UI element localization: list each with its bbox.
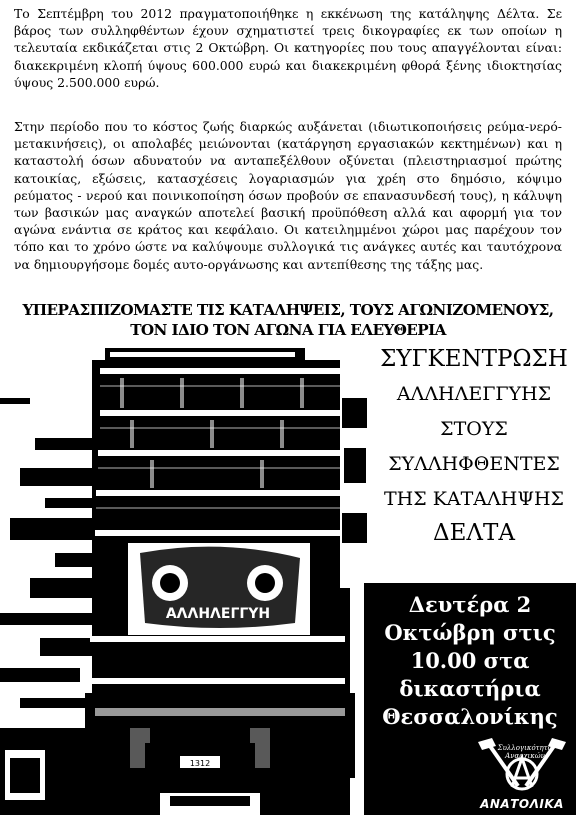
event-location-line-1: δικαστήρια: [399, 676, 541, 701]
event-time-line: 10.00 στα: [410, 648, 530, 673]
building-number: 1312: [189, 759, 211, 768]
banner-text: ΑΛΛΗΛΕΓΓΥΗ: [165, 606, 271, 622]
event-title-line-2: ΑΛΛΗΛΕΓΓΥΗΣ: [396, 383, 552, 405]
event-title-line-6: ΔΕΛΤΑ: [433, 520, 515, 546]
event-title-line-4: ΣΥΛΛΗΦΘΕΝΤΕΣ: [388, 453, 560, 475]
event-title-line-3: ΣΤΟΥΣ: [440, 418, 508, 440]
event-date-line-2: Οκτώβρη στις: [384, 620, 556, 645]
logo-bottom-text: ΑΝΑΤΟΛΙΚΑ: [480, 797, 564, 811]
event-title-line-5: ΤΗΣ ΚΑΤΑΛΗΨΗΣ: [384, 488, 564, 510]
event-title-line-1: ΣΥΓΚΕΝΤΡΩΣΗ: [380, 346, 568, 372]
logo-top-text: Συλλογικότητα Αναρχικών: [497, 744, 553, 760]
event-location-line-2: Θεσσαλονίκης: [382, 704, 558, 729]
slogan-line-2: ΤΟΝ ΙΔΙΟ ΤΟΝ ΑΓΩΝΑ ΓΙΑ ΕΛΕΥΘΕΡΙΑ: [130, 321, 446, 339]
event-date-line-1: Δευτέρα 2: [408, 592, 532, 617]
intro-paragraph-2: Στην περίοδο που το κόστος ζωής διαρκώς αυξάνεται (ιδιωτικοποιήσεις ρεύμα-νερό-μετακινήσεις), οι απολαβές μειώνονται (κατάργηση εργασιακών κεκτημένων) και η καταστολή όσων αδυνατούν να ανταπεξέλθουν οξύνεται (πλειστηριασμοί πρώτης κατοικίας, εξώσεις, κατασχέσεις λογαριασμών για χρέη στο δημόσιο, κόψιμο ρεύματος - νερού και ποινικοποίηση όσων προβούν σε επανασυνδεσή τους), η κάλυψη των βασικών μας αναγκών αποτελεί βασική προϋπόθεση αλλά και αφορμή για τον αγώνα ενάντια σε κράτος και κεφάλαιο. Οι κατειλημμένοι χώροι μας παρέχουν τον τόπο και το χρόνο ώστε να καλύψουμε συλλογικά τις ανάγκες αυτές και ταυτόχρονα να δημιουργήσομε δομές αυτο-οργάνωσης και αντεπίθεσης της τάξης μας.: [14, 119, 562, 272]
slogan-line-1: ΥΠΕΡΑΣΠΙΖΟΜΑΣΤΕ ΤΙΣ ΚΑΤΑΛΗΨΕΙΣ, ΤΟΥΣ ΑΓΩΝΙΖΟΜΕΝΟΥΣ,: [22, 301, 554, 319]
intro-paragraph-1: Το Σεπτέμβρη του 2012 πραγματοποιήθηκε η εκκένωση της κατάληψης Δέλτα. Σε βάρος των συλληφθέντων έχουν σχηματιστεί τρεις δικογραφίες εκ των οποίων η τελευταία εκδικάζεται στις 2 Οκτώβρη. Οι κατηγορίες που τους απαγγέλονται είναι: διακεκριμένη κλοπή ύψους 600.000 ευρώ και διακεκριμένη φθορά ξένης ιδιοκτησίας ύψους 2.500.000 ευρώ.: [14, 6, 562, 90]
